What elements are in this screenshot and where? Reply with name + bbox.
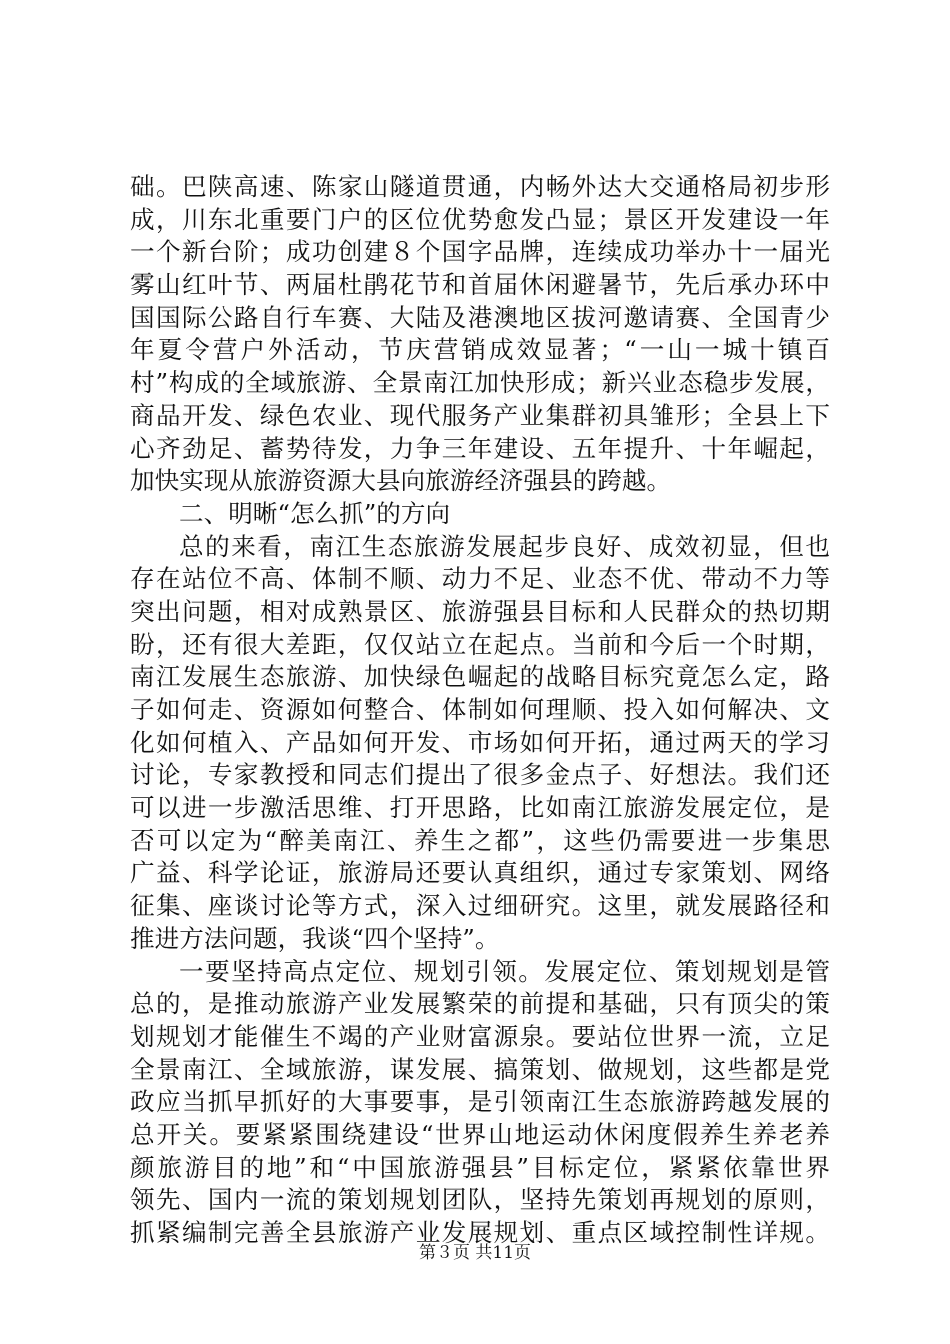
text-line: 领先、国内一流的策划规划团队，坚持先策划再规划的原则， — [130, 1185, 830, 1215]
text-line: 征集、座谈讨论等方式，深入过细研究。这里，就发展路径和 — [130, 891, 830, 921]
text-line: 础。巴陕高速、陈家山隧道贯通，内畅外达大交通格局初步形 — [130, 172, 830, 201]
text-line: 划规划才能催生不竭的产业财富源泉。要站位世界一流，立足 — [130, 1021, 830, 1051]
text-line: 推进方法问题，我谈“四个坚持”。 — [130, 923, 500, 953]
text-line: 全景南江、全域旅游，谋发展、搞策划、做规划，这些都是党 — [130, 1054, 830, 1084]
text-line: 心齐劲足、蓄势待发，力争三年建设、五年提升、十年崛起， — [130, 433, 830, 463]
text-line: 村”构成的全域旅游、全景南江加快形成；新兴业态稳步发展， — [130, 368, 830, 398]
text-line: 子如何走、资源如何整合、体制如何理顺、投入如何解决、文 — [130, 695, 830, 724]
text-line: 颜旅游目的地”和“中国旅游强县”目标定位，紧紧依靠世界 — [130, 1152, 830, 1182]
text-line: 政应当抓早抓好的大事要事，是引领南江生态旅游跨越发展的 — [130, 1087, 830, 1117]
text-line: 商品开发、绿色农业、现代服务产业集群初具雏形；全县上下 — [130, 400, 830, 430]
page-number-footer: 第３页 共11页 — [418, 1243, 532, 1263]
text-line: 南江发展生态旅游、加快绿色崛起的战略目标究竟怎么定，路 — [130, 662, 830, 692]
text-line: 一要坚持高点定位、规划引领。发展定位、策划规划是管 — [179, 956, 830, 986]
text-line: 总开关。要紧紧围绕建设“世界山地运动休闲度假养生养老养 — [130, 1119, 830, 1149]
text-line: 总的，是推动旅游产业发展繁荣的前提和基础，只有顶尖的策 — [130, 989, 830, 1019]
document-body — [130, 171, 830, 1250]
text-line: 雾山红叶节、两届杜鹃花节和首届休闲避暑节，先后承办环中 — [130, 270, 830, 300]
text-line: 可以进一步激活思维、打开思路，比如南江旅游发展定位，是 — [130, 793, 830, 823]
text-line: 化如何植入、产品如何开发、市场如何开拓，通过两天的学习 — [130, 727, 830, 757]
text-line: 一个新台阶；成功创建８个国字品牌，连续成功举办十一届光 — [130, 237, 830, 267]
section-heading: 二、明晰“怎么抓”的方向 — [179, 498, 451, 528]
text-line: 存在站位不高、体制不顺、动力不足、业态不优、带动不力等 — [130, 564, 830, 594]
text-line: 突出问题，相对成熟景区、旅游强县目标和人民群众的热切期 — [130, 596, 830, 626]
text-line: 盼，还有很大差距，仅仅站立在起点。当前和今后一个时期， — [130, 629, 830, 659]
text-line: 总的来看，南江生态旅游发展起步良好、成效初显，但也 — [179, 531, 830, 561]
text-line: 成，川东北重要门户的区位优势愈发凸显；景区开发建设一年 — [130, 204, 830, 234]
text-line: 国国际公路自行车赛、大陆及港澳地区拔河邀请赛、全国青少 — [130, 302, 830, 332]
text-line: 抓紧编制完善全县旅游产业发展规划、重点区域控制性详规。 — [130, 1218, 830, 1247]
text-line: 年夏令营户外活动，节庆营销成效显著；“一山一城十镇百 — [130, 335, 830, 365]
text-line: 加快实现从旅游资源大县向旅游经济强县的跨越。 — [130, 466, 672, 496]
text-line: 讨论，专家教授和同志们提出了很多金点子、好想法。我们还 — [130, 760, 830, 790]
text-line: 广益、科学论证，旅游局还要认真组织，通过专家策划、网络 — [130, 858, 830, 888]
text-line: 否可以定为“醉美南江、养生之都”，这些仍需要进一步集思 — [130, 825, 830, 855]
